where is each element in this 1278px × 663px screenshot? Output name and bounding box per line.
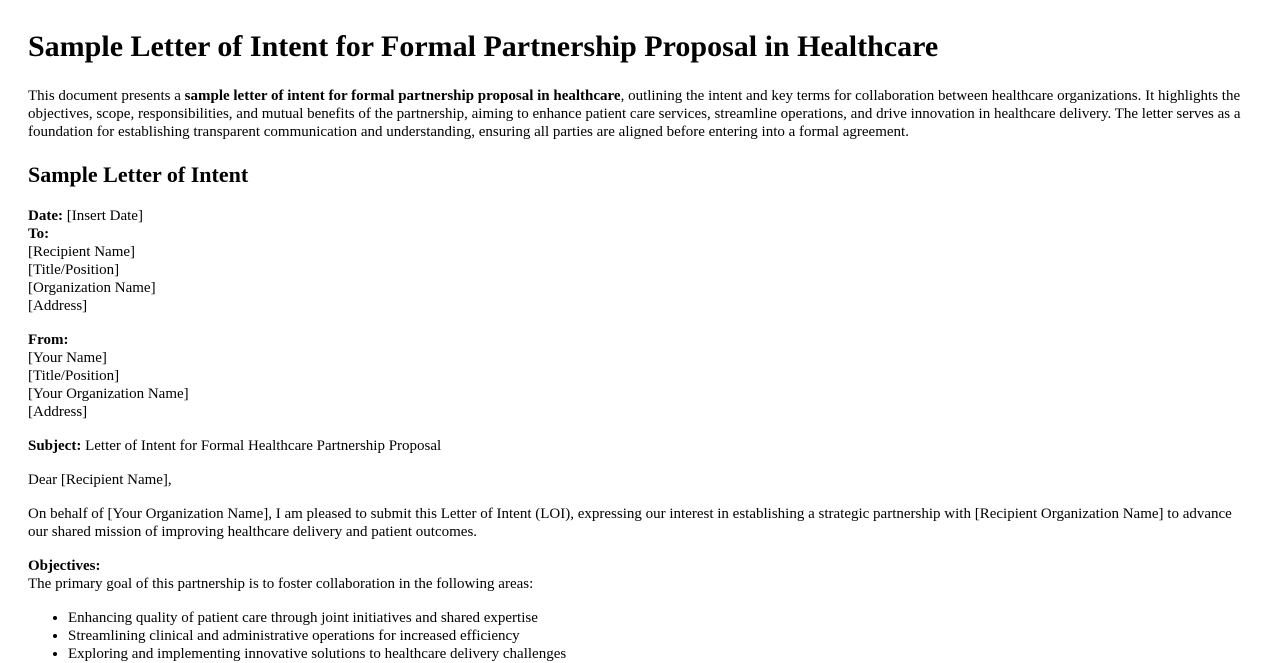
from-line: [Your Name] bbox=[28, 350, 107, 366]
salutation: Dear [Recipient Name], bbox=[28, 472, 172, 488]
objectives-intro: The primary goal of this partnership is to foster collaboration in the following areas: bbox=[28, 576, 534, 592]
opening-paragraph: On behalf of [Your Organization Name], I am pleased to submit this Letter of Intent (LOI), expressing our interest in establishing a strategic partnership with [Recipient Organization Name] to advance our shared mission of improving healthcare delivery and patient outcomes. bbox=[28, 506, 1232, 540]
to-line: [Title/Position] bbox=[28, 262, 120, 278]
sender-block bbox=[28, 331, 1250, 421]
page-title: Sample Letter of Intent for Formal Partnership Proposal in Healthcare bbox=[28, 30, 939, 63]
to-line: [Address] bbox=[28, 298, 88, 314]
to-line: [Recipient Name] bbox=[28, 244, 136, 260]
document-page bbox=[28, 0, 1250, 663]
intro-paragraph bbox=[28, 87, 1250, 141]
date-line bbox=[28, 207, 1250, 225]
section-heading: Sample Letter of Intent bbox=[28, 162, 249, 187]
from-label: From: bbox=[28, 332, 69, 348]
date-label: Date: bbox=[28, 208, 63, 224]
subject-value: Letter of Intent for Formal Healthcare Partnership Proposal bbox=[85, 438, 442, 454]
subject-label: Subject: bbox=[28, 438, 82, 454]
date-value: [Insert Date] bbox=[66, 208, 143, 224]
to-label: To: bbox=[28, 226, 50, 242]
objectives-list bbox=[28, 609, 1250, 663]
from-line: [Your Organization Name] bbox=[28, 386, 189, 402]
objectives-label: Objectives: bbox=[28, 558, 101, 574]
intro-bold-phrase: sample letter of intent for formal partnership proposal in healthcare bbox=[184, 88, 621, 104]
list-item: • Streamlining clinical and administrative operations for increased efficiency bbox=[68, 627, 1250, 645]
list-item: • Exploring and implementing innovative solutions to healthcare delivery challenges bbox=[68, 645, 1250, 663]
subject-line bbox=[28, 437, 1250, 455]
intro-suffix: , outlining the intent and key terms for collaboration between healthcare organizations. It highlights the objectives, scope, responsibilities, and mutual benefits of the partnership, aiming to enhance patient care services, streamline operations, and drive innovation in healthcare delivery. The letter serves as a foundation for establishing transparent communication and understanding, ensuring all parties are aligned before entering into a formal agreement. bbox=[28, 88, 1241, 140]
to-line: [Organization Name] bbox=[28, 280, 156, 296]
recipient-block bbox=[28, 207, 1250, 315]
intro-prefix: This document presents a bbox=[28, 88, 185, 104]
from-line: [Title/Position] bbox=[28, 368, 120, 384]
from-line: [Address] bbox=[28, 404, 88, 420]
objectives-block bbox=[28, 557, 1250, 593]
list-item: • Enhancing quality of patient care through joint initiatives and shared expertise bbox=[68, 609, 1250, 627]
